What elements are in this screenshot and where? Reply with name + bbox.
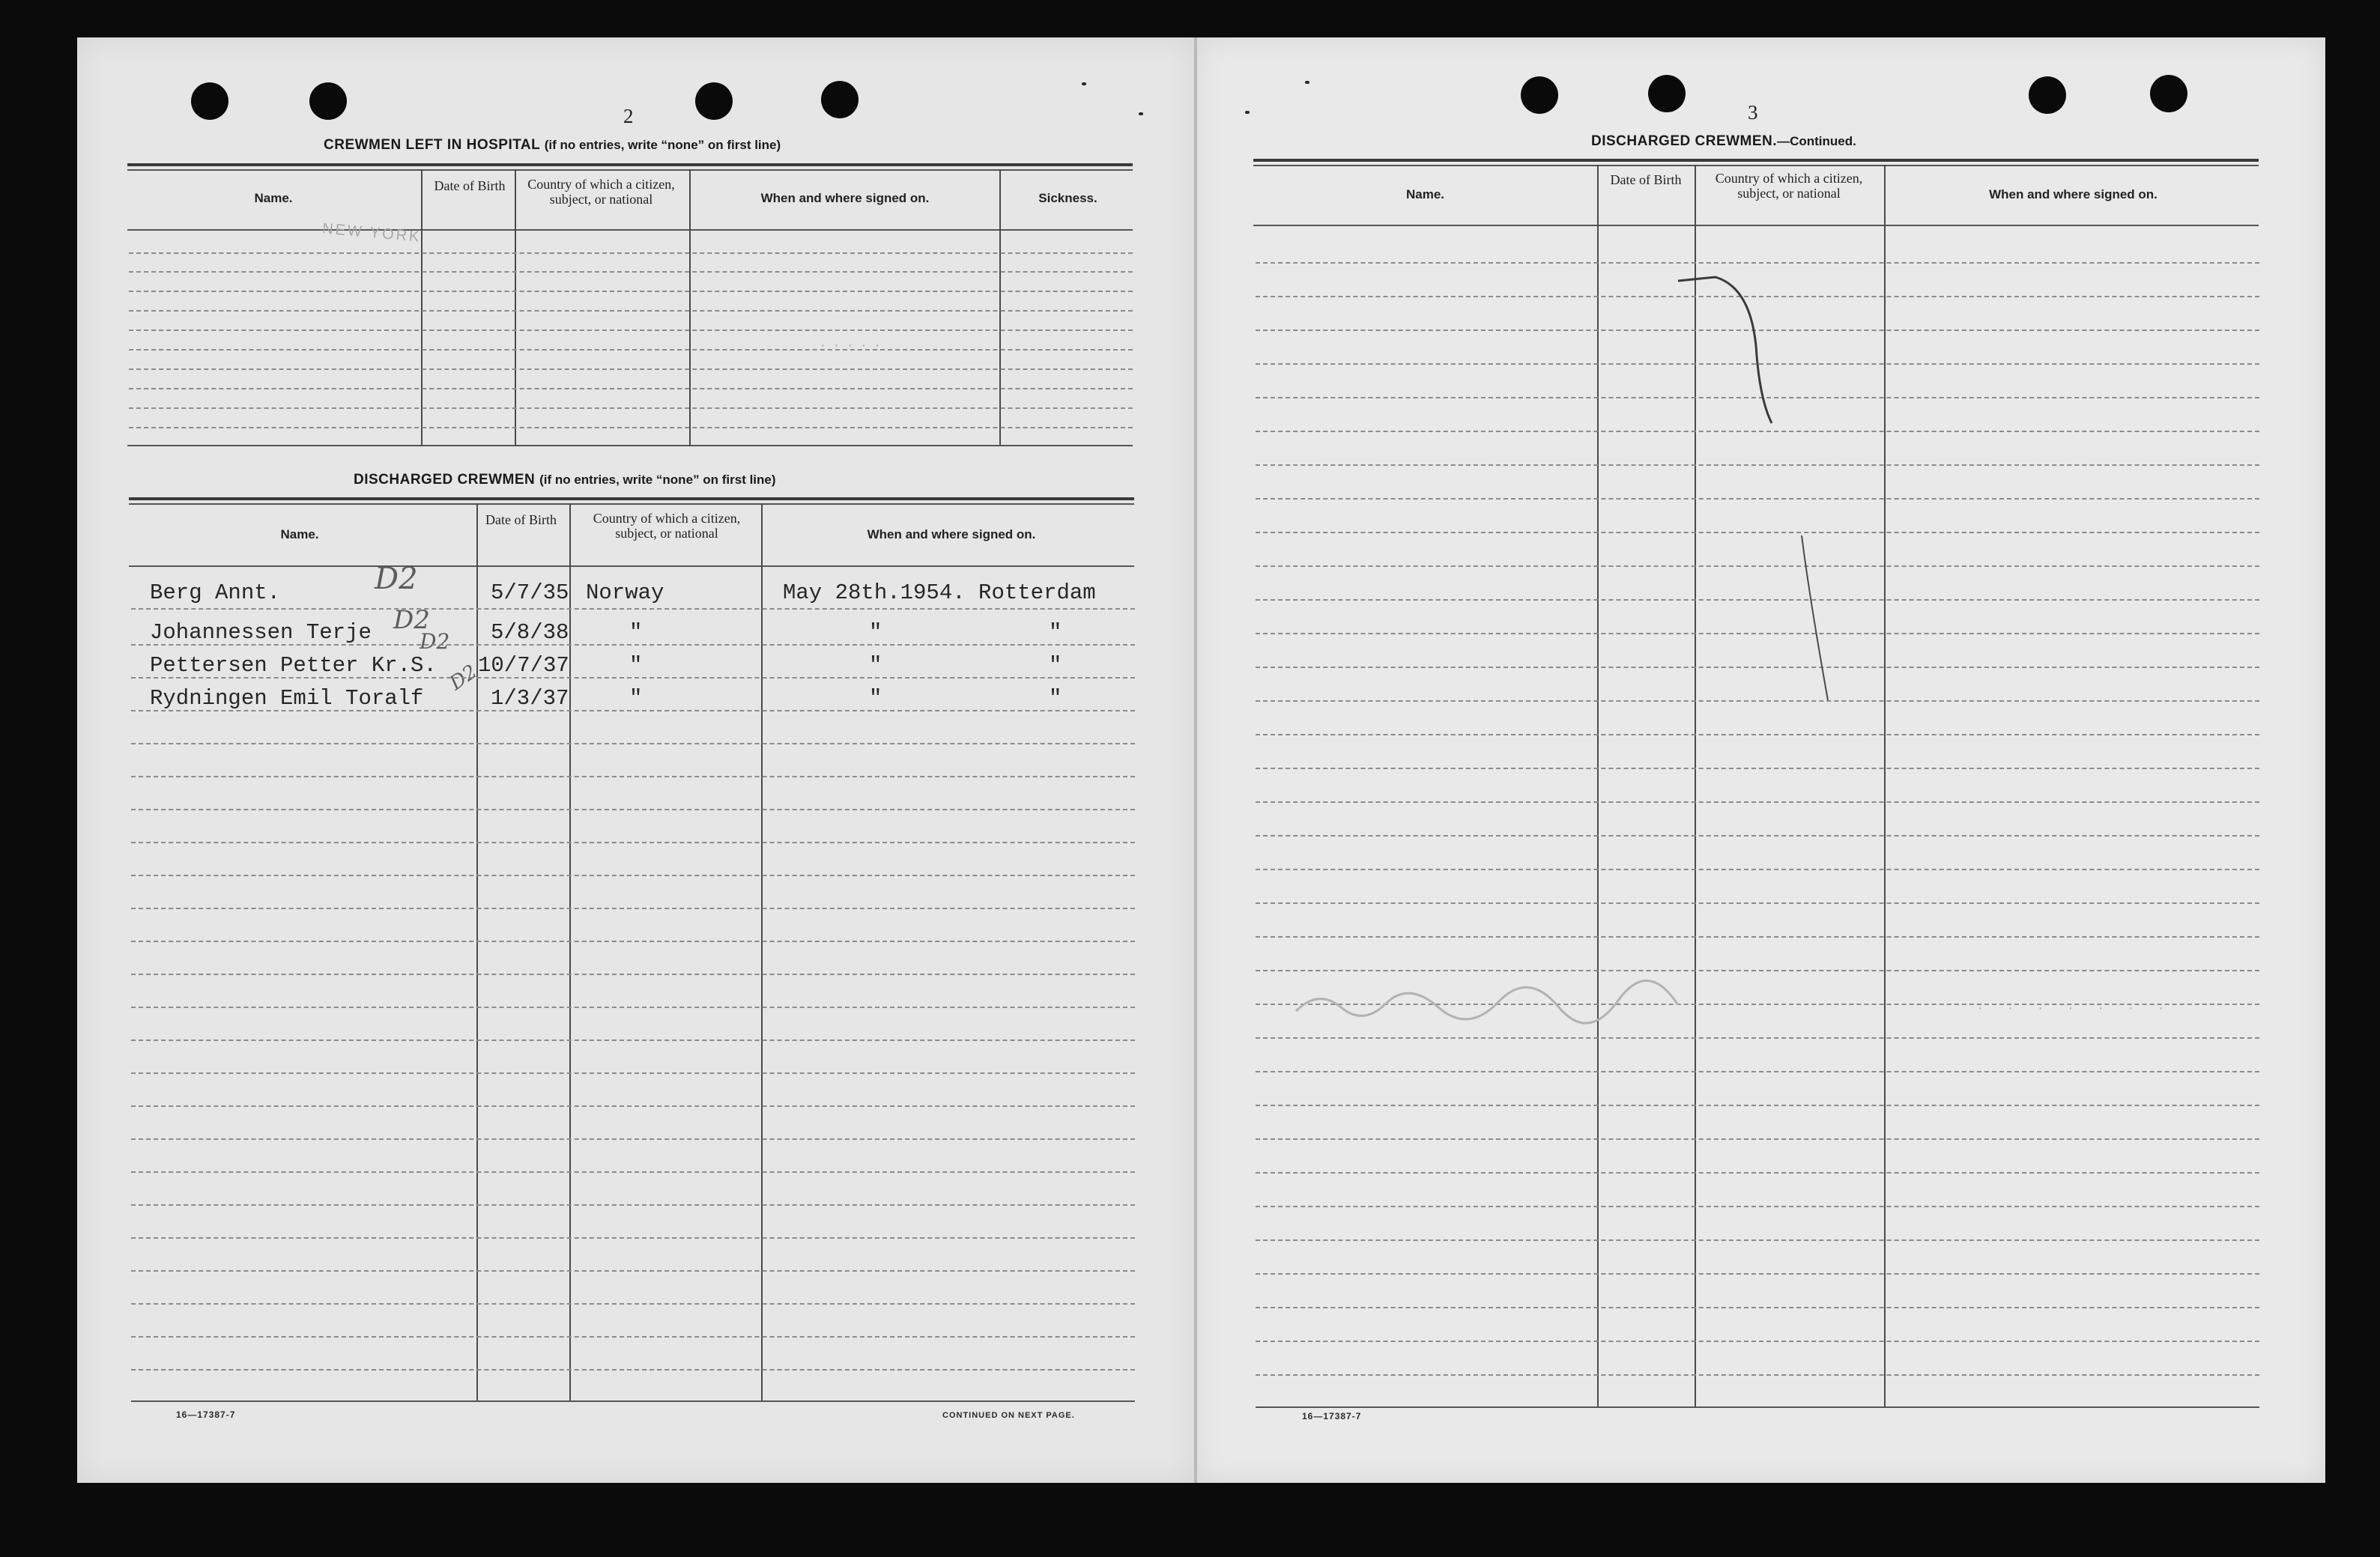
hospital-title-text: CREWMEN LEFT IN HOSPITAL (324, 137, 540, 153)
rule (1253, 165, 2259, 166)
rule (1253, 225, 2259, 226)
crew-name: Pettersen Petter Kr.S. (150, 653, 437, 678)
entry-line (131, 776, 1135, 777)
entry-line (131, 1171, 1135, 1173)
entry-line (1256, 835, 2259, 837)
entry-line (1256, 1037, 2259, 1039)
entry-line (129, 252, 1133, 254)
header-country: Country of which a citizen, subject, or national (1715, 171, 1863, 201)
rule (127, 163, 1133, 166)
entry-line (1256, 1206, 2259, 1207)
rule (127, 229, 1133, 231)
discharged-title-text: DISCHARGED CREWMEN (354, 472, 536, 488)
entry-line (1256, 1138, 2259, 1140)
entry-line (1256, 801, 2259, 803)
punch-hole-icon (695, 82, 733, 120)
entry-line (131, 1072, 1135, 1074)
rule (1256, 1406, 2259, 1408)
entry-line (129, 310, 1133, 312)
entry-line (1256, 768, 2259, 769)
page-number: 3 (1748, 101, 1758, 124)
column-divider (1884, 165, 1886, 1408)
column-divider (1597, 165, 1599, 1408)
header-signed-on: When and where signed on. (867, 527, 1036, 541)
rule (127, 445, 1133, 446)
crew-signed-on: May 28th.1954. Rotterdam (783, 580, 1096, 605)
header-dob: Date of Birth (434, 178, 506, 193)
rule (129, 497, 1134, 500)
entry-line (131, 608, 1135, 610)
crew-name: Rydningen Emil Toralf (150, 686, 424, 711)
form-number: 16—17387-7 (176, 1409, 236, 1420)
ink-speck (1082, 82, 1086, 85)
entry-line (131, 644, 1135, 646)
punch-hole-icon (2029, 76, 2066, 114)
entry-line (131, 842, 1135, 843)
entry-line (131, 875, 1135, 876)
entry-line (131, 1270, 1135, 1272)
ink-speck (1245, 111, 1250, 114)
crew-signed-on-place: " (1049, 686, 1062, 711)
column-divider (569, 503, 571, 1402)
entry-line (1256, 1307, 2259, 1308)
crew-signed-on-place: " (1049, 620, 1062, 645)
entry-line (1256, 1341, 2259, 1342)
crew-dob: 1/3/37 (491, 686, 569, 711)
entry-line (131, 809, 1135, 810)
handwritten-mark: D2 (375, 562, 418, 596)
crew-country: " (629, 653, 643, 678)
bleed-through-stamp: NEW YORK (321, 220, 423, 246)
punch-hole-icon (1648, 75, 1686, 112)
crew-country: " (629, 620, 643, 645)
crew-signed-on-date: " (869, 653, 882, 678)
header-signed-on: When and where signed on. (1989, 187, 2158, 201)
crew-signed-on-place: " (1049, 653, 1062, 678)
right-title-text: DISCHARGED CREWMEN. (1591, 133, 1778, 149)
right-title-suffix: —Continued. (1777, 134, 1856, 148)
entry-line (129, 349, 1133, 350)
entry-line (131, 908, 1135, 909)
handwritten-mark: D2 (420, 629, 450, 654)
rule (129, 503, 1134, 505)
entry-line (131, 1105, 1135, 1107)
header-name: Name. (254, 191, 293, 205)
entry-line (131, 974, 1135, 975)
crew-dob: 5/8/38 (491, 620, 569, 645)
punch-hole-icon (821, 81, 859, 118)
rule (129, 565, 1134, 567)
entry-line (1256, 1374, 2259, 1376)
entry-line (129, 368, 1133, 370)
rule (131, 1400, 1135, 1402)
entry-line (131, 1138, 1135, 1140)
entry-line (1256, 1105, 2259, 1106)
entry-line (131, 1237, 1135, 1239)
entry-line (131, 1303, 1135, 1305)
page-number: 2 (623, 105, 634, 127)
hospital-section-title (324, 137, 781, 154)
discharged-title-note: (if no entries, write “none” on first line) (539, 473, 776, 487)
column-divider (999, 169, 1001, 446)
right-page (1196, 37, 2325, 1483)
crew-signed-on-date: " (869, 620, 882, 645)
entry-line (1256, 936, 2259, 938)
crew-country: " (629, 686, 643, 711)
column-divider (689, 169, 691, 446)
page-fold (1194, 37, 1197, 1483)
handwritten-mark: D2 (445, 660, 482, 696)
header-sickness: Sickness. (1038, 191, 1097, 205)
column-divider (421, 169, 423, 446)
entry-line (1256, 734, 2259, 735)
crew-name: Berg Annt. (150, 580, 281, 605)
entry-line (131, 677, 1135, 679)
header-country: Country of which a citizen, subject, or national (527, 177, 675, 207)
left-page (77, 37, 1195, 1483)
crew-signed-on-date: " (869, 686, 882, 711)
handwritten-mark: D2 (393, 605, 430, 635)
entry-line (131, 1336, 1135, 1338)
rule (1253, 159, 2259, 162)
entry-line (1256, 1071, 2259, 1072)
entry-line (129, 291, 1133, 292)
entry-line (131, 710, 1135, 711)
hospital-title-note: (if no entries, write “none” on first line) (544, 138, 781, 152)
entry-line (131, 1007, 1135, 1008)
ink-speck (1139, 112, 1143, 115)
form-number: 16—17387-7 (1302, 1411, 1362, 1421)
punch-hole-icon (1521, 76, 1558, 114)
entry-line (131, 1204, 1135, 1206)
entry-line (1256, 1239, 2259, 1241)
header-signed-on: When and where signed on. (760, 191, 930, 205)
crew-dob: 10/7/37 (478, 653, 569, 678)
entry-line (129, 388, 1133, 389)
punch-hole-icon (309, 82, 347, 120)
header-country: Country of which a citizen, subject, or national (593, 511, 741, 541)
entry-line (1256, 262, 2259, 264)
entry-line (131, 1039, 1135, 1041)
ink-speck (1305, 81, 1309, 84)
column-divider (476, 503, 478, 1402)
crew-name: Johannessen Terje (150, 620, 372, 645)
entry-line (131, 1369, 1135, 1371)
bleed-through-signature (1289, 974, 1708, 1034)
crew-dob: 5/7/35 (491, 580, 569, 605)
pen-stroke (1671, 266, 1850, 715)
entry-line (129, 271, 1133, 273)
entry-line (1256, 970, 2259, 971)
entry-line (1256, 869, 2259, 870)
header-dob: Date of Birth (1610, 172, 1682, 187)
entry-line (1256, 1172, 2259, 1174)
continued-note: CONTINUED ON NEXT PAGE. (942, 1411, 1075, 1420)
entry-line (129, 427, 1133, 428)
column-divider (761, 503, 763, 1402)
entry-line (1256, 902, 2259, 904)
column-divider (515, 169, 516, 446)
rule (127, 169, 1133, 171)
punch-hole-icon (2150, 75, 2187, 112)
entry-line (131, 941, 1135, 942)
header-dob: Date of Birth (485, 512, 557, 527)
bleed-through-text: · · · · · (820, 337, 882, 353)
entry-line (129, 407, 1133, 409)
discharged-section-title (354, 472, 776, 488)
entry-line (131, 743, 1135, 744)
right-section-title (1591, 133, 1856, 150)
header-name: Name. (280, 527, 319, 541)
crew-country: Norway (586, 580, 664, 605)
entry-line (129, 330, 1133, 331)
punch-hole-icon (191, 82, 228, 120)
header-name: Name. (1405, 187, 1445, 201)
bleed-through-stamp: · · · · · · · (1978, 1000, 2174, 1016)
entry-line (1256, 1273, 2259, 1275)
